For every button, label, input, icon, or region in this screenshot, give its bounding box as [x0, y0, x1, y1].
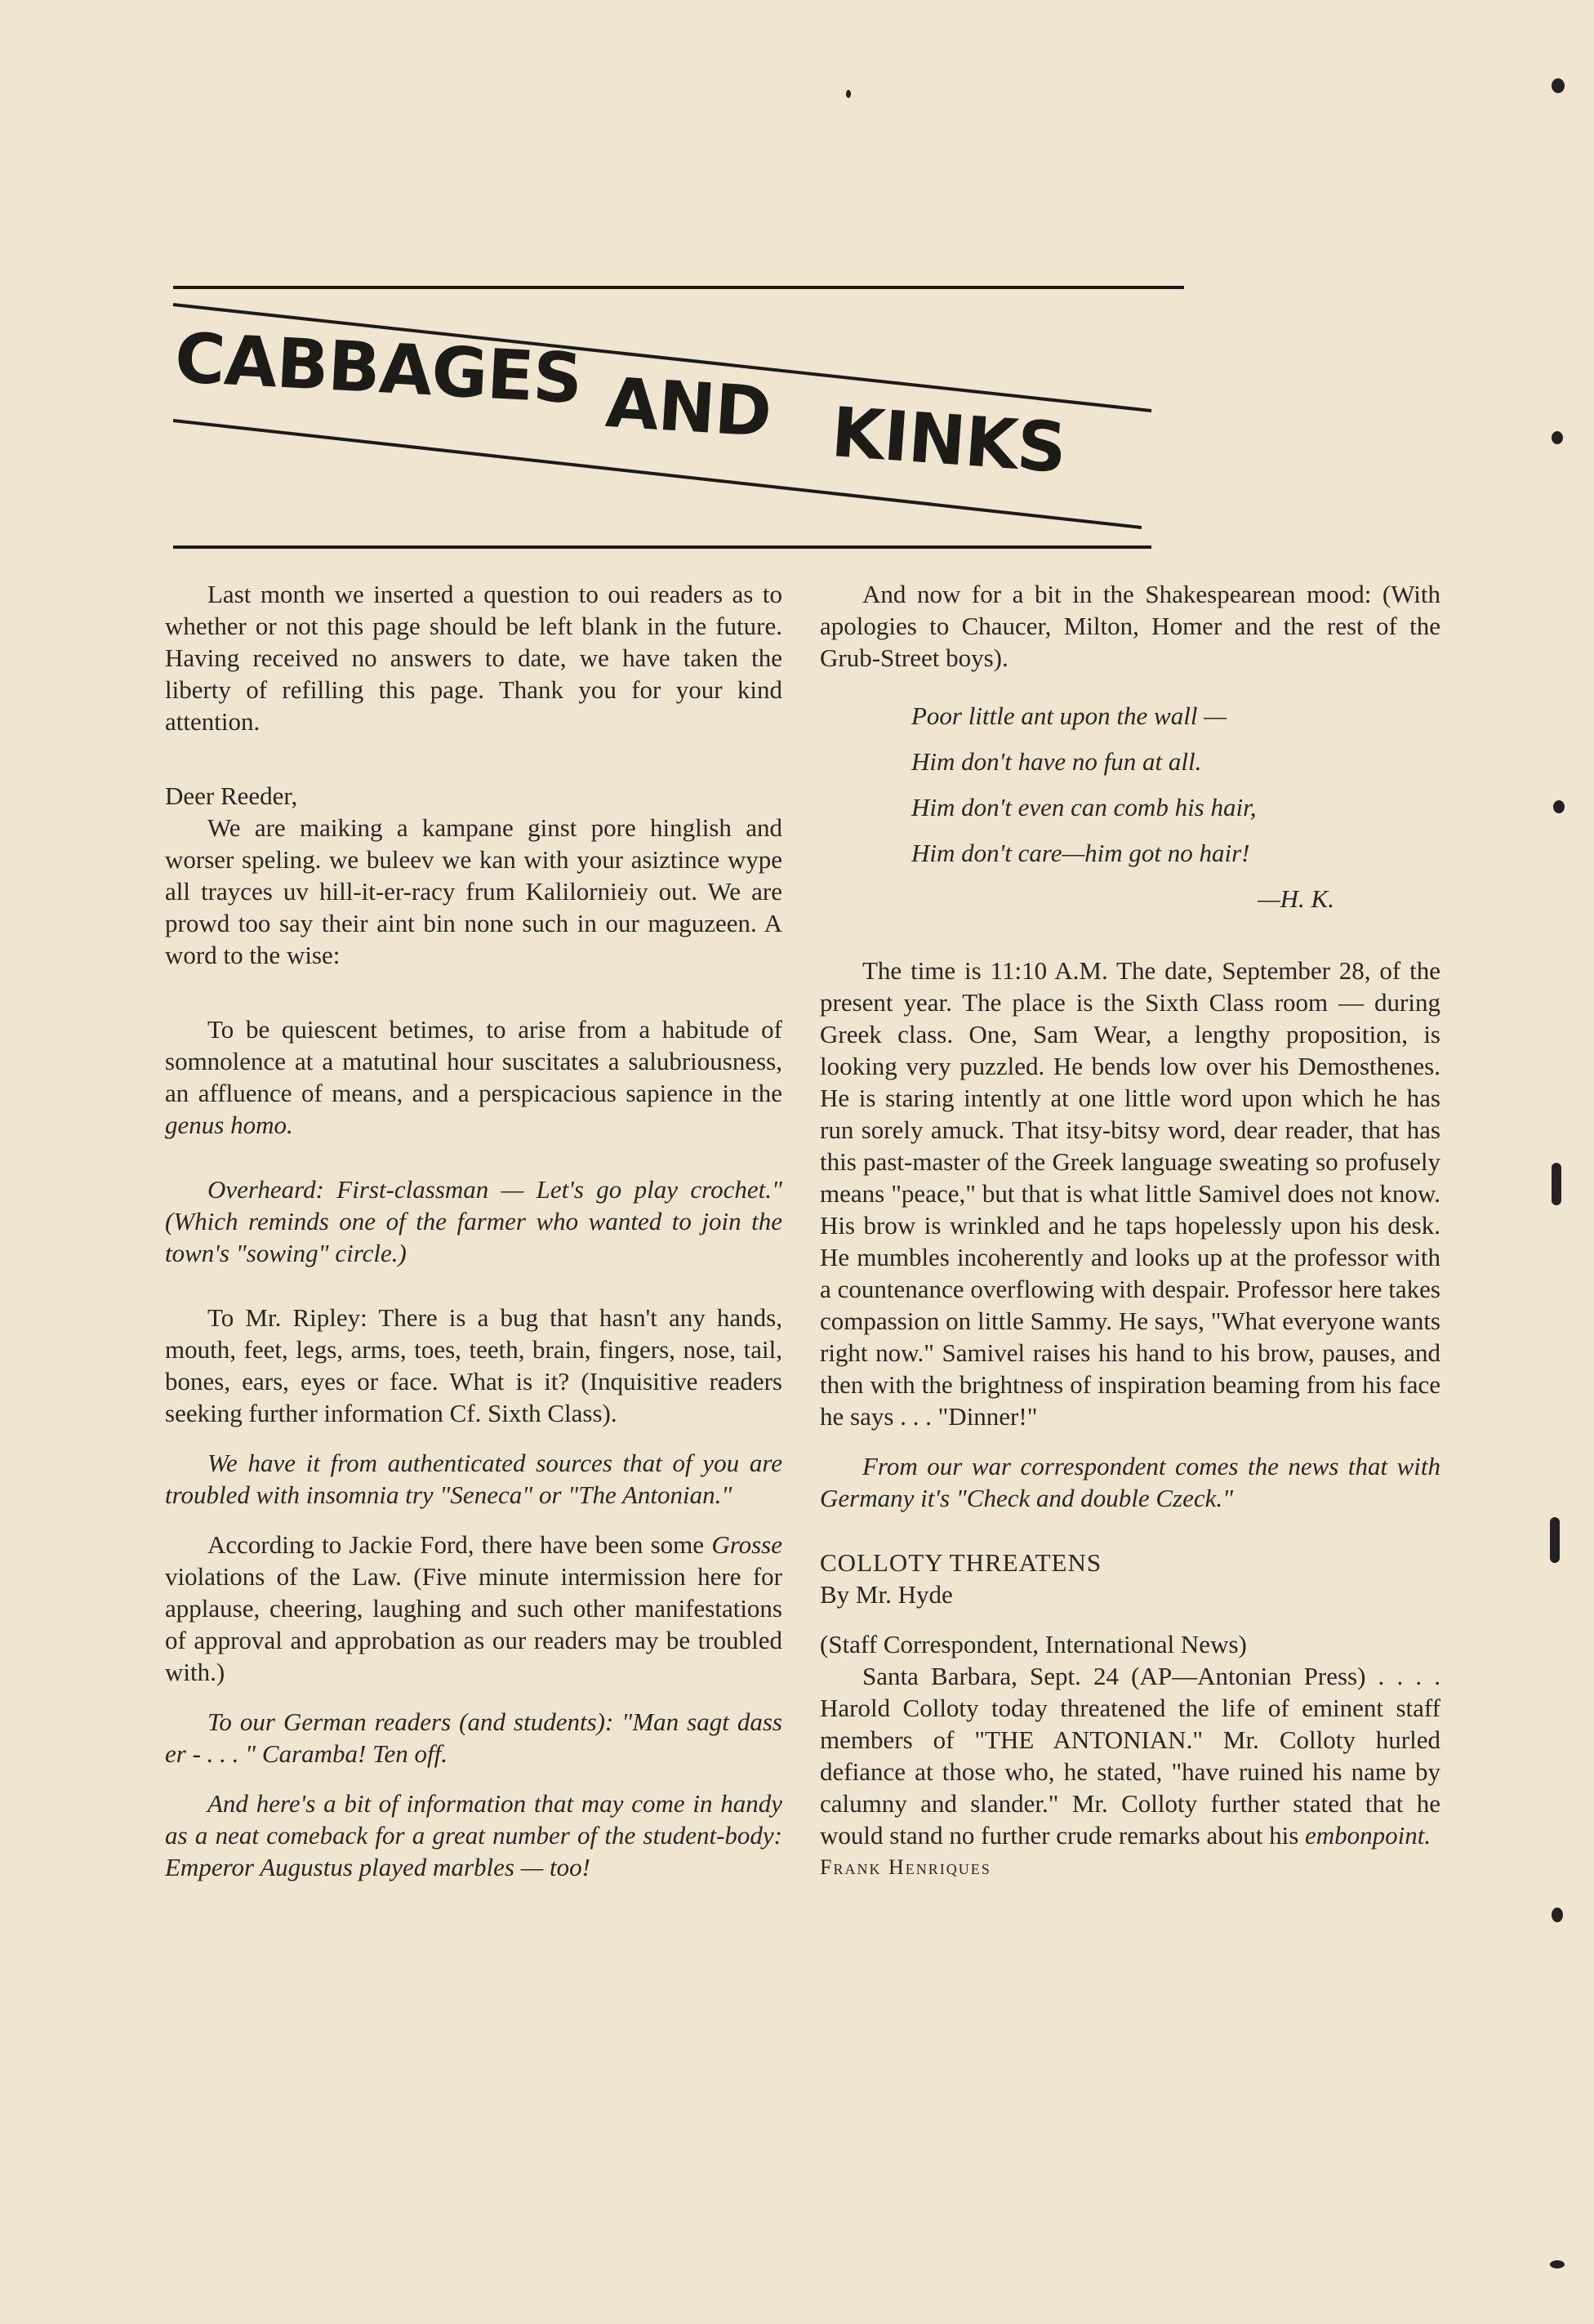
jackie-ford-text-b: violations of the Law. (Five minute intermission here for applause, cheering, laughing and such other manifestations of approval and approbation as our readers may be troubled with.) — [165, 1562, 782, 1686]
intro-paragraph: Last month we inserted a question to oui readers as to whether or not this page should be left blank in the future. Having received no answers to date, we have taken the liberty of refilling this page. Thank you for your kind attention. — [165, 580, 782, 736]
author-signature: Frank Henriques — [820, 1855, 991, 1879]
binding-mark — [1552, 1163, 1561, 1205]
article-body-text: Santa Barbara, Sept. 24 (AP—Antonian Press) . . . . Harold Colloty today threatened the life of eminent staff members of "THE ANTONIAN." Mr. Colloty hurled defiance at those who, he stated, "have ruined his name by calumny and slander." Mr. Colloty further stated that he would stand no further crude remarks about his — [820, 1662, 1440, 1850]
grosse-text: Grosse — [711, 1530, 783, 1559]
right-column — [820, 578, 1440, 1883]
poem-line: Poor little ant upon the wall — — [911, 701, 1227, 730]
masthead-title-word-1: CABBAGES — [172, 318, 584, 419]
letter-body: We are maiking a kampane ginst pore hinglish and worser speling. we buleev we kan with your asiztince wype all trayces uv hill-it-er-racy frum Kalilornieiy out. We are prowd too say their aint bin none such in our maguzeen. A word to the wise: — [165, 813, 782, 969]
poem — [911, 693, 1440, 922]
binding-mark — [1550, 2260, 1565, 2268]
masthead-title-word-3: KINKS — [828, 392, 1069, 488]
wise-word-text: To be quiescent betimes, to arise from a habitude of somnolence at a matutinal hour suscitates a salubriousness, an affluence of means, and a perspicacious sapience in the — [165, 1015, 782, 1107]
insomnia-paragraph: We have it from authenticated sources that of you are troubled with insomnia try "Seneca" or "The Antonian." — [165, 1449, 782, 1509]
embonpoint-text: embonpoint. — [1305, 1821, 1431, 1850]
binding-mark — [1553, 800, 1565, 813]
article-byline: By Mr. Hyde — [820, 1580, 953, 1609]
article-body — [820, 1660, 1440, 1851]
article-headline: COLLOTY THREATENS — [820, 1548, 1102, 1577]
ripley-paragraph: To Mr. Ripley: There is a bug that hasn't any hands, mouth, feet, legs, arms, toes, teeth, brain, fingers, nose, tail, bones, ears, eyes or face. What is it? (Inquisitive readers seeking further information Cf. Sixth Class). — [165, 1303, 782, 1427]
war-correspondent-paragraph: From our war correspondent comes the news that with Germany it's "Check and double Czeck." — [820, 1452, 1440, 1512]
poem-line: Him don't care—him got no hair! — [911, 839, 1250, 867]
greek-class-paragraph: The time is 11:10 A.M. The date, September 28, of the present year. The place is the Sixth Class room — during Greek class. One, Sam Wear, a lengthy proposition, is looking very puzzled. He bends low over his Demosthenes. He is staring intently at one little word upon which he has run sorely amuck. That itsy-bitsy word, dear reader, that has this past-master of the Greek language sweating so profusely means "peace," but that is what little Samivel does not know. His brow is wrinkled and he taps hopelessly upon his desk. He mumbles incoherently and looks up at the professor with a countenance overflowing with despair. Professor here takes compassion on little Sammy. He says, "What everyone wants right now." Samivel raises his hand to his brow, pauses, and then with the brightness of inspiration beaming from his face he says . . . "Dinner!" — [820, 956, 1440, 1431]
binding-mark — [1552, 1908, 1563, 1922]
genus-homo-text: genus homo. — [165, 1111, 293, 1139]
left-column — [165, 578, 782, 1883]
jackie-ford-text-a: According to Jackie Ford, there have been some — [207, 1530, 705, 1559]
german-readers-paragraph: To our German readers (and students): "Man sagt dass er - . . . " Caramba! Ten off. — [165, 1707, 782, 1768]
poem-signature: —H. K. — [1258, 884, 1334, 913]
binding-mark — [846, 90, 851, 98]
augustus-paragraph: And here's a bit of information that may come in handy as a neat comeback for a great number of the student-body: Emperor Augustus played marbles — too! — [165, 1789, 782, 1881]
poem-line: Him don't have no fun at all. — [911, 747, 1202, 776]
poem-line: Him don't even can comb his hair, — [911, 793, 1257, 821]
masthead-title-word-2: AND — [603, 362, 773, 453]
letter-salutation: Deer Reeder, — [165, 781, 298, 810]
overheard-paragraph: Overheard: First-classman — Let's go play crochet." (Which reminds one of the farmer who wanted to join the town's "sowing" circle.) — [165, 1175, 782, 1267]
masthead — [171, 278, 1200, 555]
shakespeare-intro: And now for a bit in the Shakespearean mood: (With apologies to Chaucer, Milton, Homer and the rest of the Grub-Street boys). — [820, 580, 1440, 672]
jackie-ford-paragraph — [165, 1529, 782, 1688]
binding-mark — [1552, 431, 1563, 444]
wise-word-paragraph — [165, 1013, 782, 1141]
article-dateline: (Staff Correspondent, International News) — [820, 1630, 1247, 1658]
binding-mark — [1552, 78, 1565, 93]
binding-mark — [1550, 1517, 1560, 1563]
